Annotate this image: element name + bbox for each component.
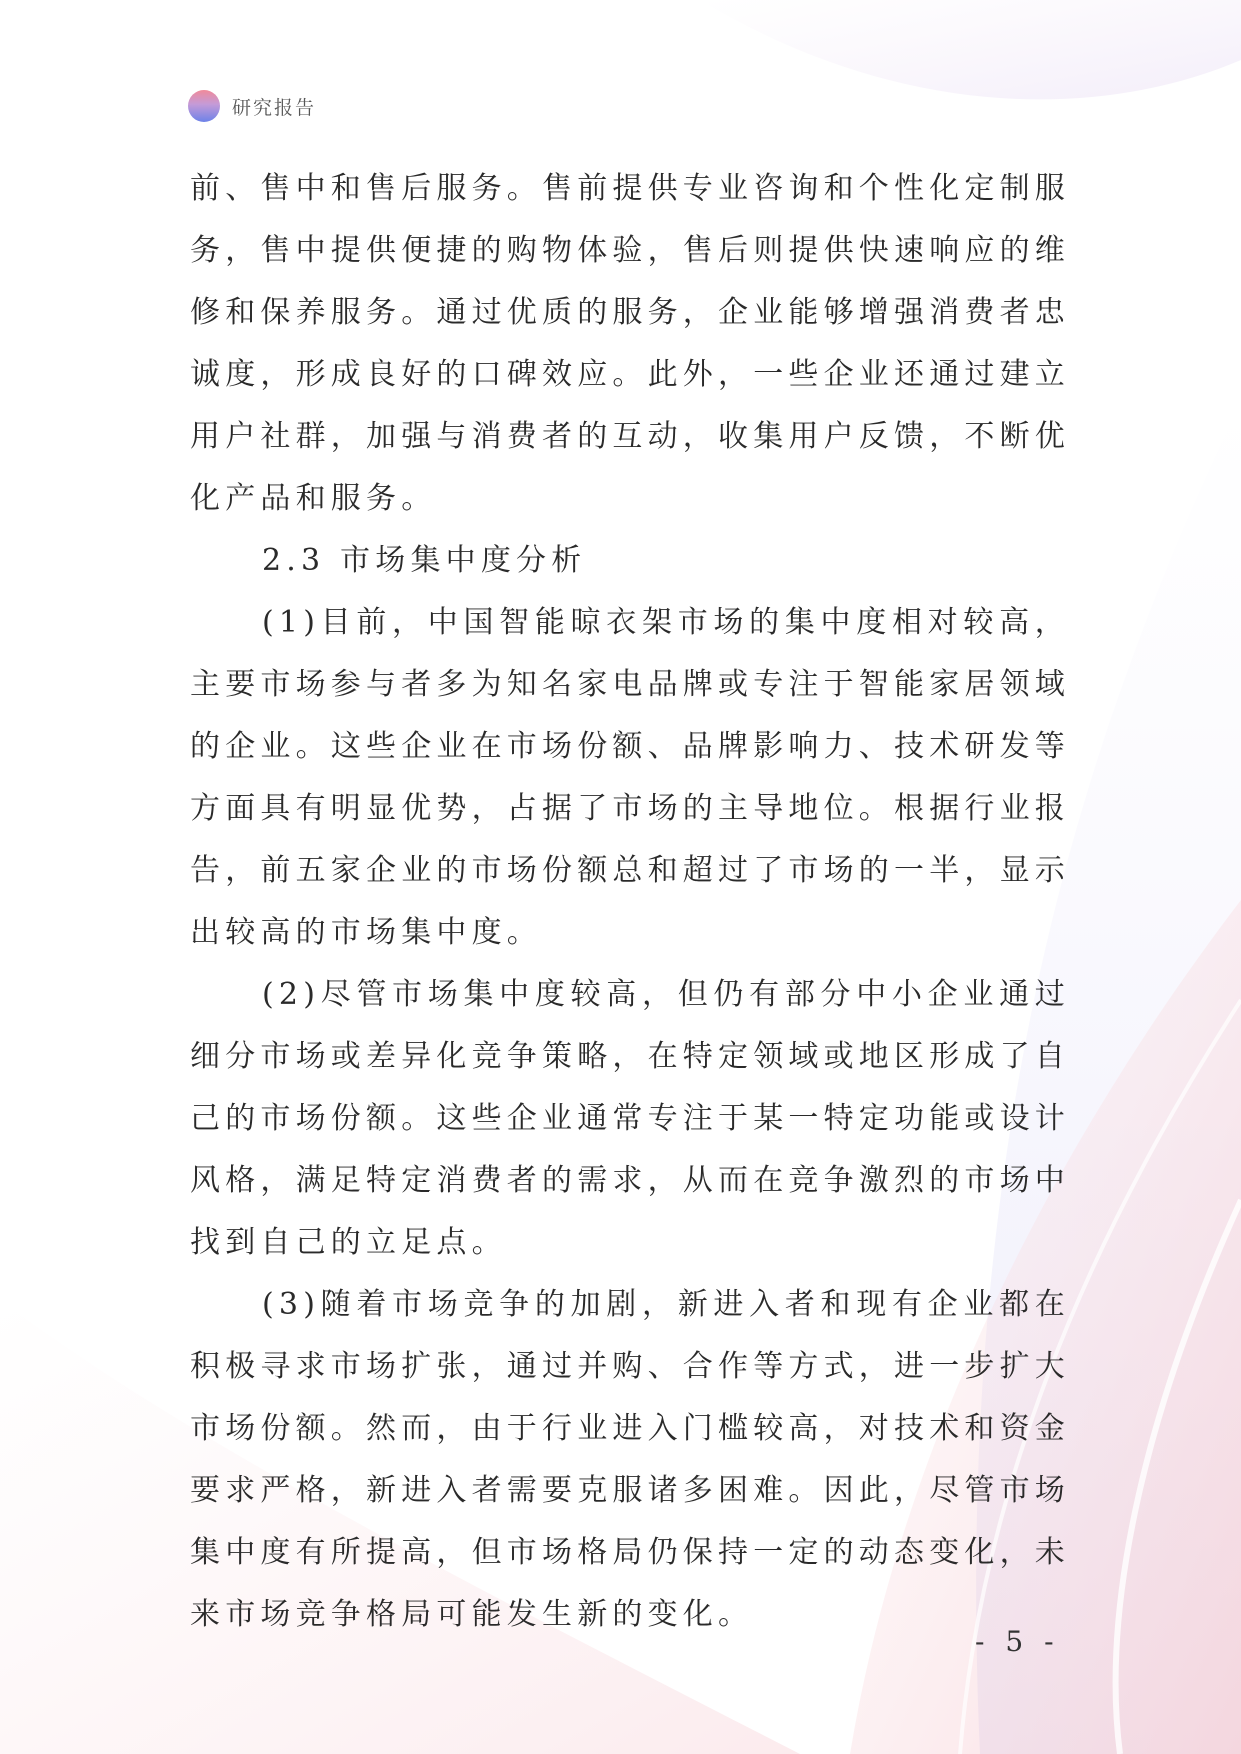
page-number: - 5 -: [975, 1625, 1060, 1658]
section-heading: 2.3 市场集中度分析: [262, 543, 587, 578]
document-body: [190, 158, 1070, 1646]
paragraph-1: 前、售中和售后服务。售前提供专业咨询和个性化定制服务，售中提供便捷的购物体验，售后则提供快速响应的维修和保养服务。通过优质的服务，企业能够增强消费者忠诚度，形成良好的口碑效应。此外，一些企业还通过建立用户社群，加强与消费者的互动，收集用户反馈，不断优化产品和服务。: [190, 171, 1070, 516]
paragraph-2: (1)目前，中国智能晾衣架市场的集中度相对较高，主要市场参与者多为知名家电品牌或专注于智能家居领域的企业。这些企业在市场份额、品牌影响力、技术研发等方面具有明显优势，占据了市场的主导地位。根据行业报告，前五家企业的市场份额总和超过了市场的一半，显示出较高的市场集中度。: [190, 605, 1070, 950]
paragraph-3: (2)尽管市场集中度较高，但仍有部分中小企业通过细分市场或差异化竞争策略，在特定领域或地区形成了自己的市场份额。这些企业通常专注于某一特定功能或设计风格，满足特定消费者的需求，从而在竞争激烈的市场中找到自己的立足点。: [190, 977, 1070, 1260]
logo-circle-icon: [188, 90, 220, 122]
page-header: [188, 89, 316, 123]
paragraph-4: (3)随着市场竞争的加剧，新进入者和现有企业都在积极寻求市场扩张，通过并购、合作等方式，进一步扩大市场份额。然而，由于行业进入门槛较高，对技术和资金要求严格，新进入者需要克服诸多困难。因此，尽管市场集中度有所提高，但市场格局仍保持一定的动态变化，未来市场竞争格局可能发生新的变化。: [190, 1287, 1070, 1632]
header-title: 研究报告: [232, 96, 317, 119]
